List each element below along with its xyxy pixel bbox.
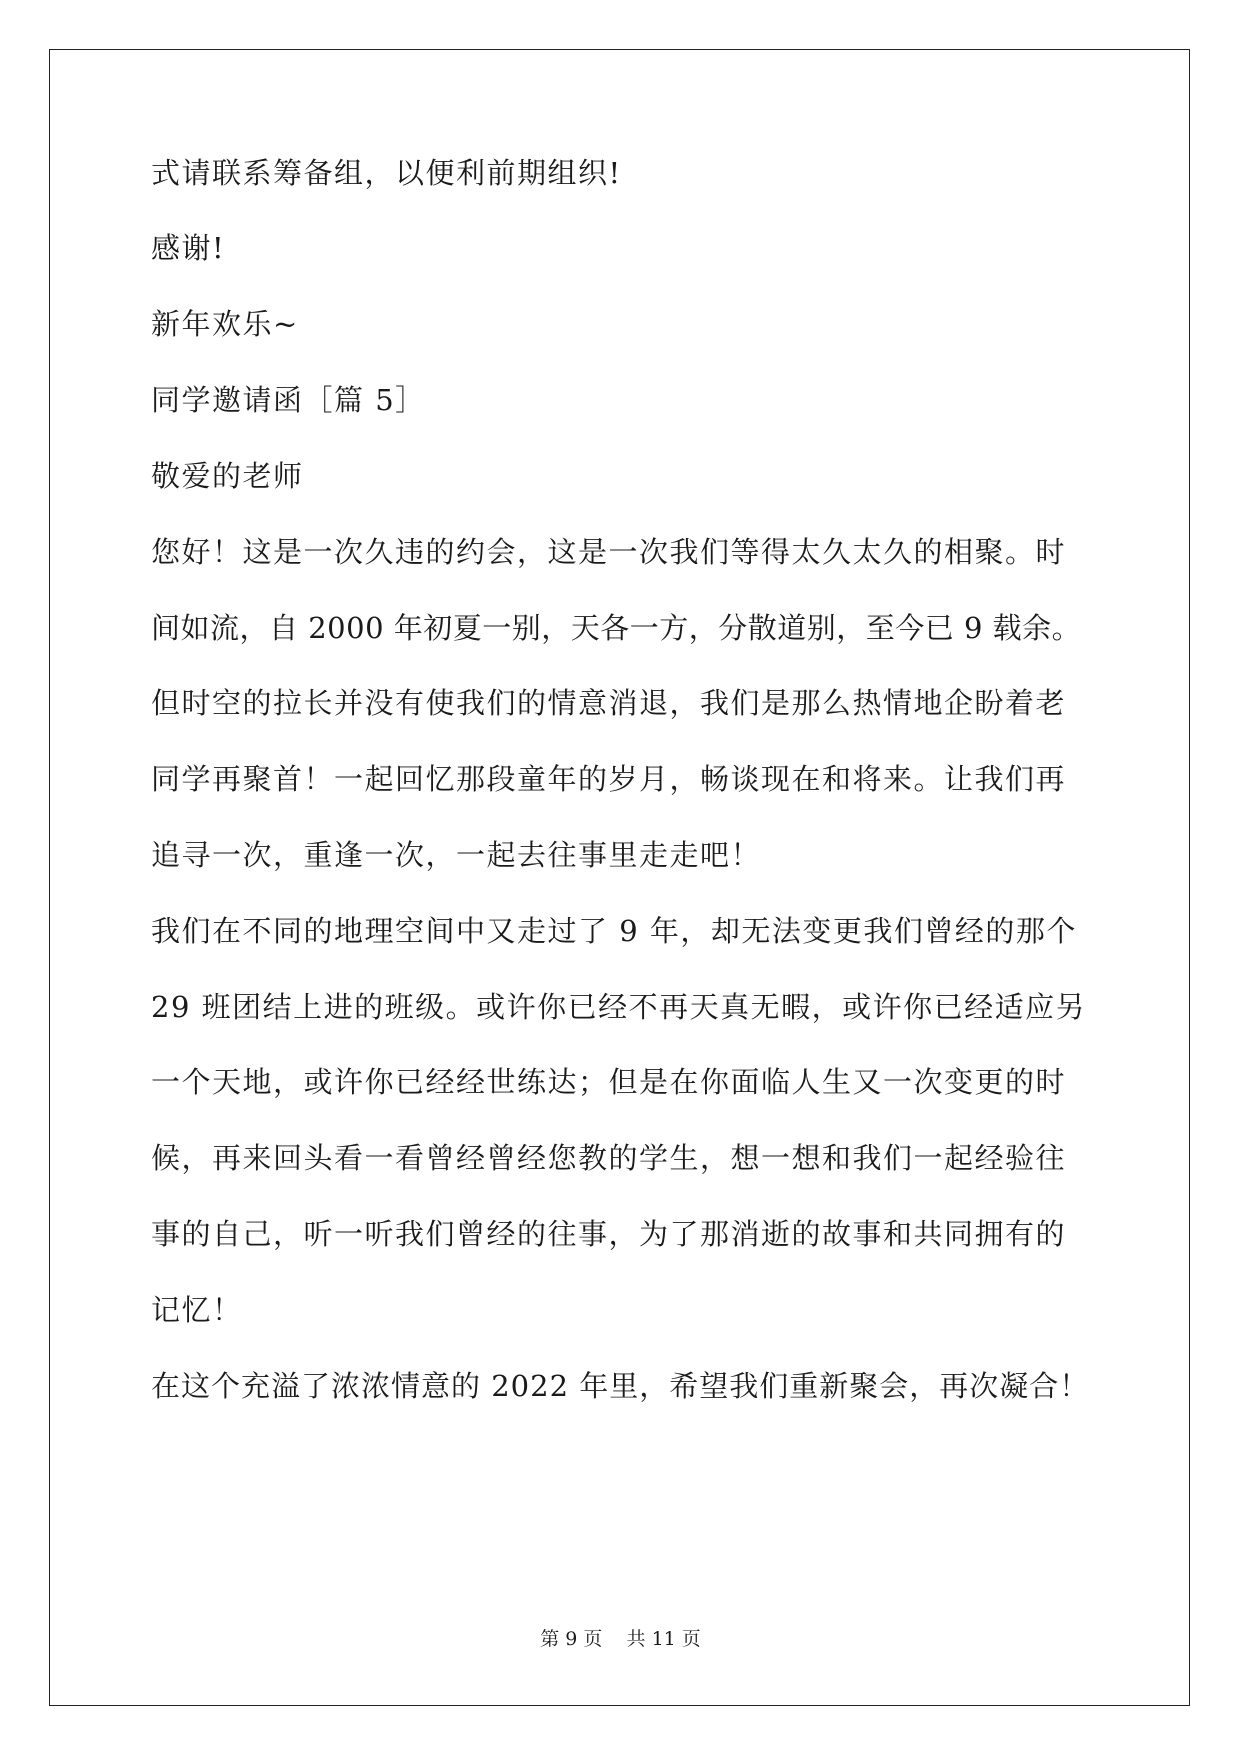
text-line: 事的自己，听一听我们曾经的往事，为了那消逝的故事和共同拥有的 — [151, 1217, 1067, 1251]
text-line: 您好！这是一次久违的约会，这是一次我们等得太久太久的相聚。时 — [151, 535, 1067, 569]
text-line: 记忆！ — [151, 1293, 243, 1327]
salutation: 敬爱的老师 — [151, 459, 304, 493]
text-line: 29 班团结上进的班级。或许你已经不再天真无暇，或许你已经适应另 — [151, 990, 1087, 1024]
text-line: 感谢! — [151, 231, 226, 265]
text-line: 一个天地，或许你已经经世练达；但是在你面临人生又一次变更的时 — [151, 1065, 1067, 1099]
text-line: 我们在不同的地理空间中又走过了 9 年，却无法变更我们曾经的那个 — [151, 914, 1077, 948]
page-footer: 第 9 页 共 11 页 — [540, 1628, 701, 1650]
text-line: 新年欢乐~ — [151, 307, 299, 341]
section-heading: 同学邀请函［篇 5］ — [151, 383, 426, 417]
text-line: 但时空的拉长并没有使我们的情意消退，我们是那么热情地企盼着老 — [151, 686, 1067, 720]
text-line: 式请联系筹备组，以便利前期组织! — [151, 156, 622, 190]
page-border — [49, 49, 1190, 1706]
text-line: 候，再来回头看一看曾经曾经您教的学生，想一想和我们一起经验往 — [151, 1141, 1067, 1175]
text-line: 间如流，自 2000 年初夏一别，天各一方，分散道别，至今已 9 载余。 — [151, 611, 1082, 645]
text-line: 同学再聚首！一起回忆那段童年的岁月，畅谈现在和将来。让我们再 — [151, 762, 1067, 796]
text-line: 在这个充溢了浓浓情意的 2022 年里，希望我们重新聚会，再次凝合！ — [151, 1369, 1090, 1403]
text-line: 追寻一次，重逢一次，一起去往事里走走吧！ — [151, 838, 762, 872]
